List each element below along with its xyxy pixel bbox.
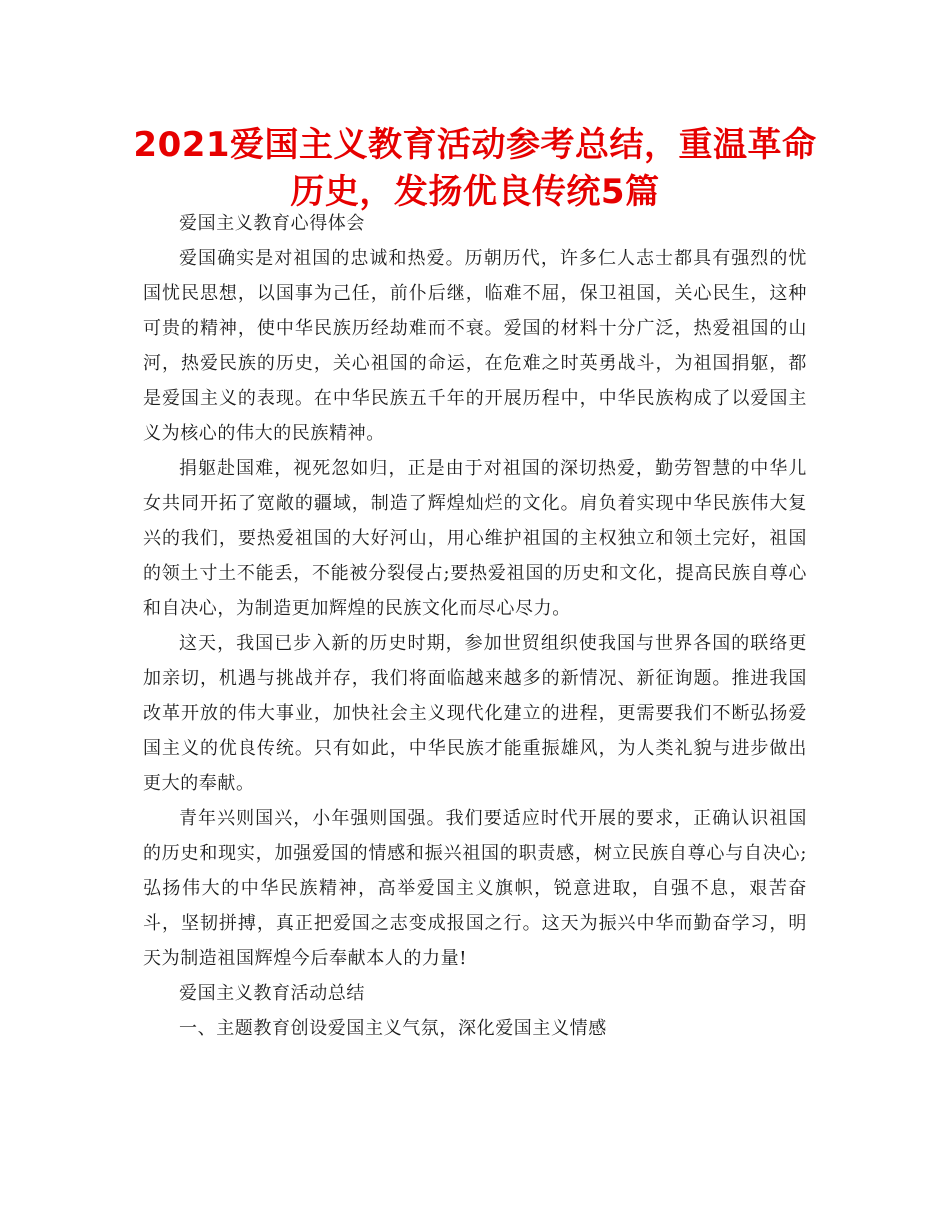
section-heading: 爱国主义教育活动总结 xyxy=(179,983,365,1004)
paragraph: 青年兴则国兴，小年强则国强。我们要适应时代开展的要求，正确认识祖国的历史和现实，加强爱国的情感和振兴祖国的职责感，树立民族自尊心与自决心;弘扬伟大的中华民族精神，高举爱国主义旗帜，锐意进取，自强不息，艰苦奋斗，坚韧拼搏，真正把爱国之志变成报国之行。这天为振兴中华而勤奋学习，明天为制造祖国辉煌今后奉献本人的力量! xyxy=(143,808,807,969)
paragraph: 这天，我国已步入新的历史时期，参加世贸组织使我国与世界各国的联络更加亲切，机遇与挑战并存，我们将面临越来越多的新情况、新征询题。推进我国改革开放的伟大事业，加快社会主义现代化建立的进程，更需要我们不断弘扬爱国主义的优良传统。只有如此，中华民族才能重振雄风，为人类礼貌与进步做出更大的奉献。 xyxy=(143,633,807,794)
document-title: 2021爱国主义教育活动参考总结，重温革命历史，发扬优良传统5篇 xyxy=(133,125,817,212)
subsection-heading: 一、主题教育创设爱国主义气氛，深化爱国主义情感 xyxy=(179,1018,607,1039)
document-body xyxy=(143,206,807,1046)
section-heading: 爱国主义教育心得体会 xyxy=(179,213,365,234)
paragraph: 爱国确实是对祖国的忠诚和热爱。历朝历代，许多仁人志士都具有强烈的忧国忧民思想，以国事为己任，前仆后继，临难不屈，保卫祖国，关心民生，这种可贵的精神，使中华民族历经劫难而不衰。爱国的材料十分广泛，热爱祖国的山河，热爱民族的历史，关心祖国的命运，在危难之时英勇战斗，为祖国捐躯，都是爱国主义的表现。在中华民族五千年的开展历程中，中华民族构成了以爱国主义为核心的伟大的民族精神。 xyxy=(143,248,807,444)
paragraph: 捐躯赴国难，视死忽如归，正是由于对祖国的深切热爱，勤劳智慧的中华儿女共同开拓了宽敞的疆域，制造了辉煌灿烂的文化。肩负着实现中华民族伟大复兴的我们，要热爱祖国的大好河山，用心维护祖国的主权独立和领土完好，祖国的领土寸土不能丢，不能被分裂侵占;要热爱祖国的历史和文化，提高民族自尊心和自决心，为制造更加辉煌的民族文化而尽心尽力。 xyxy=(143,458,807,619)
